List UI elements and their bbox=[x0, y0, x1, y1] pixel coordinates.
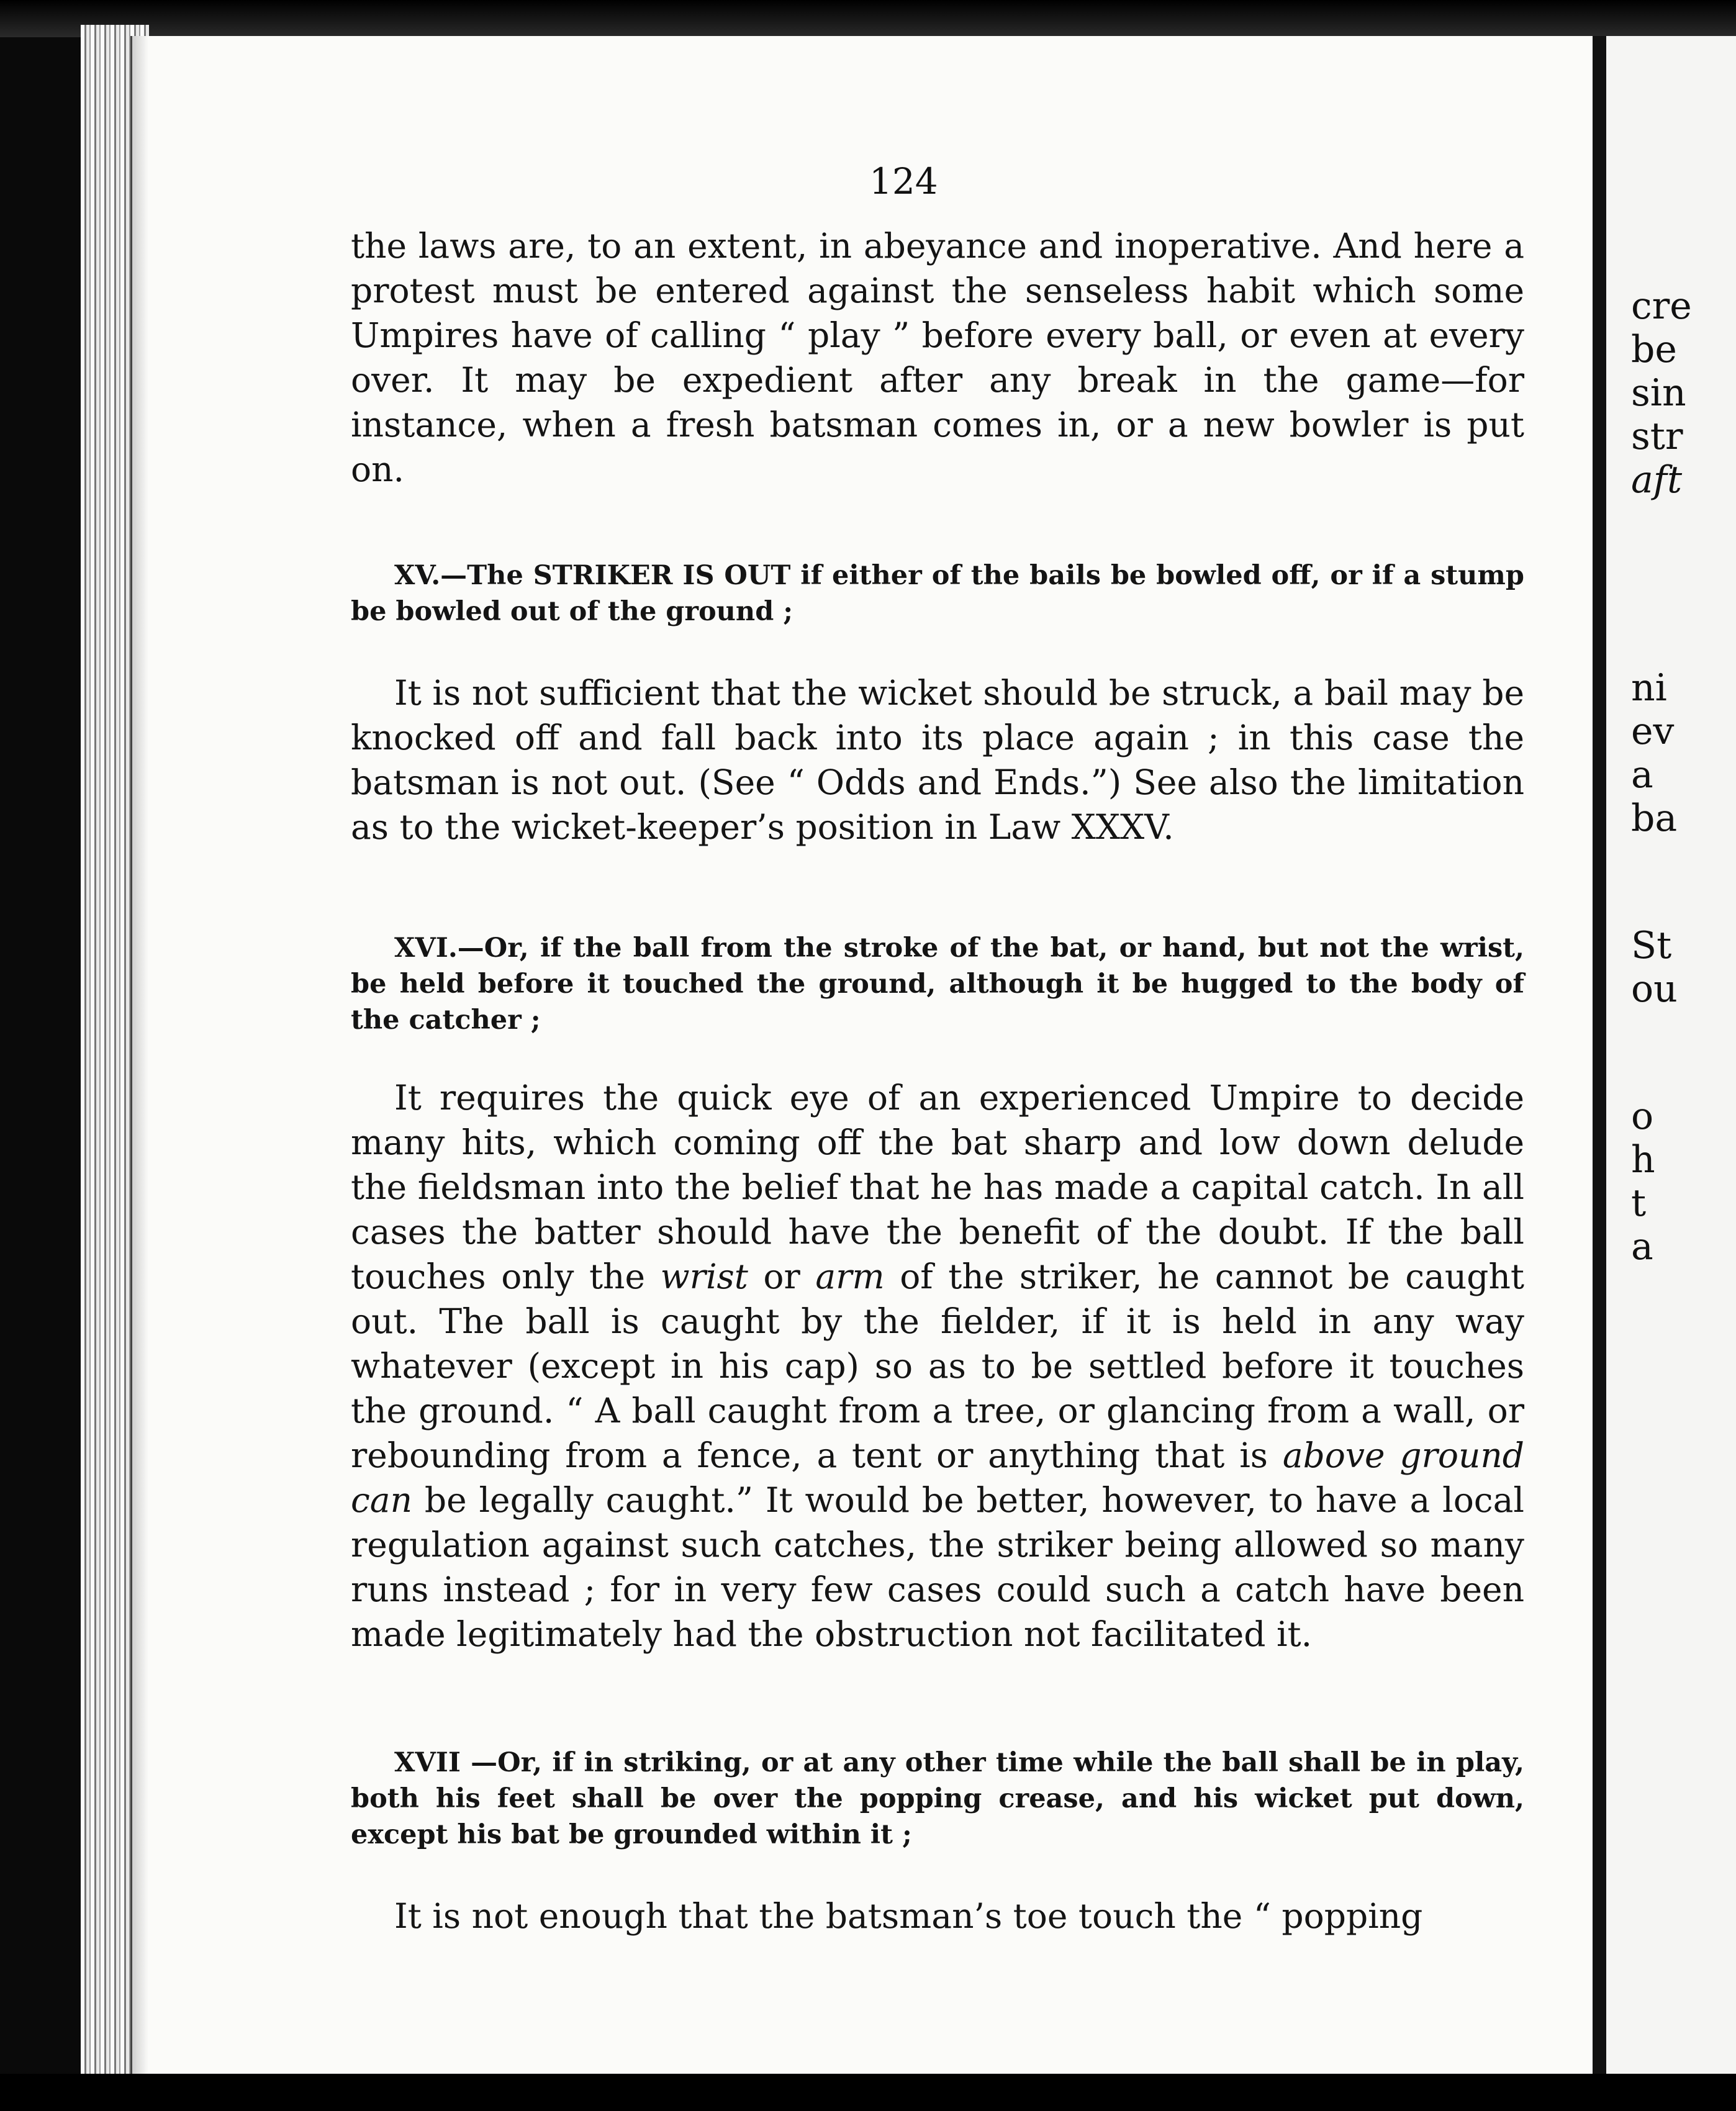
right-fragment: ou bbox=[1631, 967, 1678, 1011]
text-run: be legally caught.” It would be better, however, to have a local regulation against such catches, the striker being allowed so many runs instead ; for in very few cases could such a catch have been made legitimately had the obstruction not facilitated it. bbox=[351, 1480, 1524, 1654]
right-fragment: ba bbox=[1631, 797, 1678, 840]
right-fragment: St bbox=[1631, 924, 1672, 967]
right-fragment: a bbox=[1631, 753, 1653, 797]
paragraph-law-xvii-commentary: It is not enough that the batsman’s toe touch the “ popping bbox=[394, 1896, 1423, 1936]
emphasis-arm: arm bbox=[815, 1257, 885, 1296]
paragraph-intro: the laws are, to an extent, in abeyance and inoperative. And here a protest must be entered against the senseless habit which some Umpires have of calling “ play ” before every ball, or even at every over. It may be expedient after any break in the game—for instance, when a fresh batsman comes in, or a new bowler is put on. bbox=[351, 226, 1524, 489]
right-fragment: ni bbox=[1631, 666, 1667, 710]
page-number: 124 bbox=[869, 160, 938, 202]
scan-bottom-border bbox=[0, 2074, 1736, 2111]
right-fragment: cre bbox=[1631, 284, 1692, 328]
right-fragment: o bbox=[1631, 1095, 1654, 1138]
right-fragment: h bbox=[1631, 1138, 1655, 1182]
right-fragment: ev bbox=[1631, 710, 1675, 753]
right-fragment: str bbox=[1631, 415, 1683, 458]
emphasis-wrist: wrist bbox=[660, 1257, 748, 1296]
right-fragment: be bbox=[1631, 328, 1677, 371]
right-fragment: a bbox=[1631, 1225, 1653, 1268]
law-xvi: XVI.—Or, if the ball from the stroke of the bat, or hand, but not the wrist, be held before it touched the ground, although it be hugged to the body of the catcher ; bbox=[351, 933, 1524, 1036]
right-page-fragment bbox=[1606, 36, 1736, 2074]
right-fragment: t bbox=[1631, 1182, 1647, 1225]
text-run: It requires the quick eye of an experienced Umpire to decide many hits, which coming off the bat sharp and low down delude the fieldsman into the belief that he has made a capital catch. In all cases the batter should have the benefit of the doubt. If the ball touches only the bbox=[351, 1078, 1524, 1296]
paragraph-law-xv-commentary: It is not sufficient that the wicket should be struck, a bail may be knocked off and fall back into its place again ; in this case the batsman is not out. (See “ Odds and Ends.”) See also the limitation as to the wicket-keeper’s position in Law XXXV. bbox=[351, 673, 1524, 847]
paragraph-law-xvi-commentary bbox=[351, 1075, 1524, 1657]
text-run: or bbox=[748, 1257, 816, 1296]
emphasis-above-ground: above ground can bbox=[351, 1435, 1524, 1520]
right-fragment: sin bbox=[1631, 371, 1686, 415]
text-run: of the striker, he cannot be caught out. The ball is caught by the fielder, if it is held in any way whatever (except in his cap) so as to be settled before it touches the ground. “ A ball caught from a tree, or glancing from a wall, or rebounding from a fence, a tent or anything that is bbox=[351, 1257, 1525, 1475]
book-gutter bbox=[1593, 36, 1606, 2074]
law-xv: XV.—The STRIKER IS OUT if either of the bails be bowled off, or if a stump be bowled out of the ground ; bbox=[351, 560, 1524, 627]
right-fragment: aft bbox=[1631, 458, 1683, 502]
scan-top-border bbox=[0, 0, 1736, 37]
law-xvii: XVII —Or, if in striking, or at any other time while the ball shall be in play, both his feet shall be over the popping crease, and his wicket put down, except his bat be grounded within it ; bbox=[351, 1747, 1524, 1850]
